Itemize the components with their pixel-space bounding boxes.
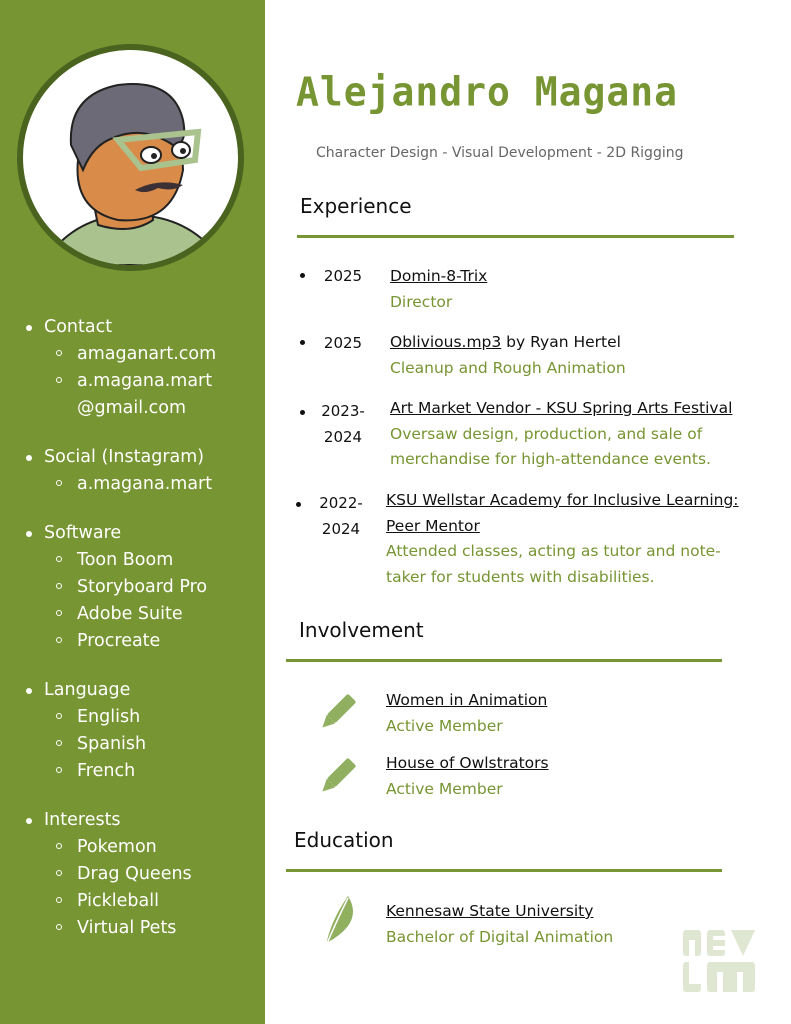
experience-year: [314, 490, 368, 542]
experience-title-link[interactable]: Peer Mentor: [386, 516, 480, 535]
experience-year-start: 2022-: [319, 494, 363, 512]
list-bullet: [300, 273, 305, 278]
language-item: Spanish: [22, 731, 216, 758]
involvement-title-link[interactable]: House of Owlstrators: [386, 754, 549, 772]
experience-title-link[interactable]: Art Market Vendor - KSU Spring Arts Festival: [390, 399, 733, 417]
experience-year: 2025: [323, 334, 363, 352]
software-section: [22, 520, 216, 655]
logo: [681, 928, 757, 994]
language-heading: Language: [22, 677, 216, 704]
page-title: Alejandro Magana: [296, 68, 679, 116]
email-link[interactable]: a.magana.mart: [22, 368, 216, 395]
list-bullet: [300, 410, 305, 415]
pencil-icon: [316, 754, 360, 798]
involvement-desc: Active Member: [386, 716, 503, 735]
experience-desc: merchandise for high-attendance events.: [390, 450, 711, 468]
avatar: [17, 44, 244, 271]
involvement-desc: Active Member: [386, 779, 503, 798]
software-item: Adobe Suite: [22, 601, 216, 628]
interest-item: Pokemon: [22, 834, 216, 861]
involvement-item: [386, 688, 547, 739]
list-bullet: [300, 340, 305, 345]
software-item: Toon Boom: [22, 547, 216, 574]
contact-heading: Contact: [22, 314, 216, 341]
feather-icon: [318, 892, 358, 948]
portrait-illustration: [23, 50, 238, 265]
subtitle: Character Design - Visual Development - 2D Rigging: [316, 145, 684, 161]
interest-item: Virtual Pets: [22, 915, 216, 942]
experience-title-link[interactable]: KSU Wellstar Academy for Inclusive Learning:: [386, 491, 739, 509]
experience-desc: Attended classes, acting as tutor and note-: [386, 542, 721, 560]
education-desc: Bachelor of Digital Animation: [386, 927, 614, 946]
experience-title-link[interactable]: Oblivious.mp3: [390, 333, 502, 351]
email-link-continued[interactable]: @gmail.com: [77, 398, 187, 418]
experience-desc: Director: [390, 292, 453, 311]
experience-desc: Cleanup and Rough Animation: [390, 358, 626, 377]
involvement-title-link[interactable]: Women in Animation: [386, 691, 548, 709]
experience-year-start: 2023-: [321, 402, 365, 420]
experience-title-suffix: by Ryan Hertel: [501, 333, 621, 351]
sidebar-list: [22, 314, 216, 964]
experience-item: [390, 264, 487, 315]
experience-divider: [297, 235, 734, 238]
pencil-icon: [316, 690, 360, 734]
contact-section: [22, 314, 216, 422]
experience-heading: Experience: [300, 194, 412, 218]
software-heading: Software: [22, 520, 216, 547]
software-item: Procreate: [22, 628, 216, 655]
involvement-divider: [286, 659, 722, 662]
website-link[interactable]: amaganart.com: [22, 341, 216, 368]
experience-item: [390, 330, 626, 381]
experience-item: [390, 396, 732, 473]
experience-desc: Oversaw design, production, and sale of: [390, 424, 703, 443]
language-item: French: [22, 758, 216, 785]
experience-item: [386, 488, 739, 590]
involvement-item: [386, 751, 549, 802]
interest-item: Drag Queens: [22, 861, 216, 888]
language-section: [22, 677, 216, 785]
education-divider: [286, 869, 722, 872]
interest-item: Pickleball: [22, 888, 216, 915]
education-title-link[interactable]: Kennesaw State University: [386, 902, 594, 920]
social-section: [22, 444, 216, 498]
experience-year-end: 2024: [323, 428, 363, 446]
involvement-heading: Involvement: [299, 618, 424, 642]
experience-year: [318, 398, 368, 450]
experience-desc: taker for students with disabilities.: [386, 567, 655, 586]
interests-heading: Interests: [22, 807, 216, 834]
social-heading: Social (Instagram): [22, 444, 216, 471]
education-item: [386, 899, 613, 950]
experience-title-link[interactable]: Domin-8-Trix: [390, 267, 488, 285]
instagram-handle[interactable]: a.magana.mart: [22, 471, 216, 498]
experience-year-end: 2024: [321, 520, 361, 538]
list-bullet: [296, 502, 301, 507]
software-item: Storyboard Pro: [22, 574, 216, 601]
sidebar: [0, 0, 265, 1024]
language-item: English: [22, 704, 216, 731]
education-heading: Education: [294, 828, 394, 852]
experience-year: 2025: [323, 267, 363, 285]
interests-section: [22, 807, 216, 942]
